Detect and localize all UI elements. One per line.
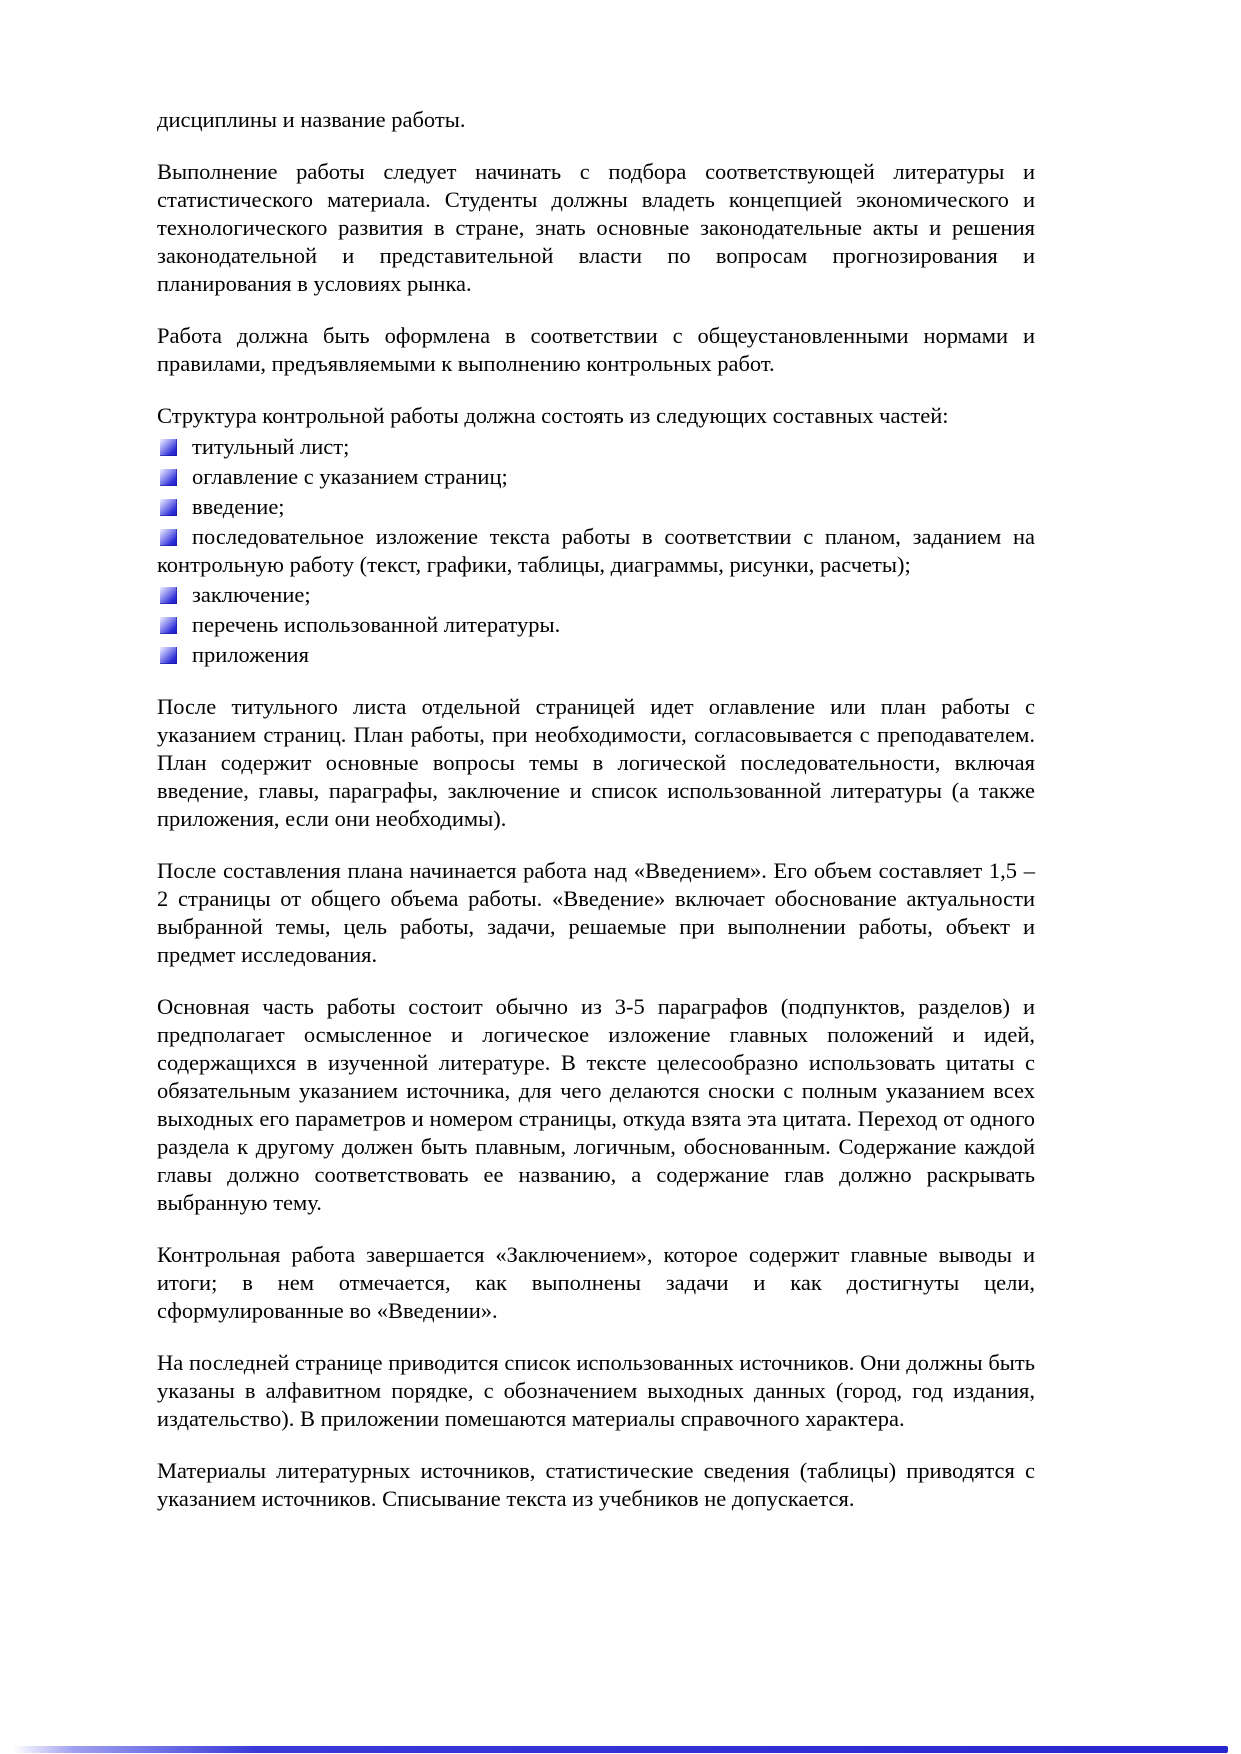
list-item-label: приложения — [192, 642, 309, 667]
paragraph: Основная часть работы состоит обычно из 3-5 параграфов (подпунктов, разделов) и предполагает осмысленное и логическое изложение главных положений и идей, содержащихся в изученной литературе. В тексте целесообразно использовать цитаты с обязательным указанием источника, для чего делаются сноски с полным указанием всех выходных его параметров и номером страницы, откуда взята эта цитата. Переход от одного раздела к другому должен быть плавным, логичным, обоснованным. Содержание каждой главы должно соответствовать ее названию, а содержание глав должно раскрывать выбранную тему. — [157, 994, 1035, 1215]
bullet-square-icon — [160, 529, 177, 546]
list-item — [157, 641, 1035, 669]
list-lead-paragraph: Структура контрольной работы должна состоять из следующих составных частей: — [157, 403, 949, 428]
list-item — [157, 523, 1035, 579]
paragraph: Выполнение работы следует начинать с подбора соответствующей литературы и статистического материала. Студенты должны владеть концепцией экономического и технологического развития в стране, знать основные законодательные акты и решения законодательной и представительной власти по вопросам прогнозирования и планирования в условиях рынка. — [157, 159, 1035, 296]
bullet-square-icon — [160, 439, 177, 456]
list-item — [157, 611, 1035, 639]
paragraph: На последней странице приводится список использованных источников. Они должны быть указаны в алфавитном порядке, с обозначением выходных данных (город, год издания, издательство). В приложении помешаются материалы справочного характера. — [157, 1350, 1035, 1431]
list-item — [157, 493, 1035, 521]
paragraph: Материалы литературных источников, статистические сведения (таблицы) приводятся с указанием источников. Списывание текста из учебников не допускается. — [157, 1458, 1035, 1511]
list-item-label: перечень использованной литературы. — [192, 612, 561, 637]
paragraph: После составления плана начинается работа над «Введением». Его объем составляет 1,5 – 2 страницы от общего объема работы. «Введение» включает обоснование актуальности выбранной темы, цель работы, задачи, решаемые при выполнении работы, объект и предмет исследования. — [157, 858, 1035, 967]
footer-divider-rule — [13, 1746, 1228, 1753]
list-item-label: введение; — [192, 494, 285, 519]
bullet-square-icon — [160, 469, 177, 486]
bullet-square-icon — [160, 647, 177, 664]
list-item — [157, 463, 1035, 491]
document-body — [157, 106, 1035, 1537]
list-item — [157, 433, 1035, 461]
bullet-square-icon — [160, 587, 177, 604]
list-item — [157, 581, 1035, 609]
list-item-label: оглавление с указанием страниц; — [192, 464, 508, 489]
list-item-label: заключение; — [192, 582, 311, 607]
bulleted-list — [157, 433, 1035, 669]
paragraph: Работа должна быть оформлена в соответствии с общеустановленными нормами и правилами, предъявляемыми к выполнению контрольных работ. — [157, 323, 1035, 376]
paragraph: Контрольная работа завершается «Заключением», которое содержит главные выводы и итоги; в нем отмечается, как выполнены задачи и как достигнуты цели, сформулированные во «Введении». — [157, 1242, 1035, 1323]
paragraph: После титульного листа отдельной страницей идет оглавление или план работы с указанием страниц. План работы, при необходимости, согласовывается с преподавателем. План содержит основные вопросы темы в логической последовательности, включая введение, главы, параграфы, заключение и список использованной литературы (а также приложения, если они необходимы). — [157, 694, 1035, 831]
bullet-square-icon — [160, 499, 177, 516]
list-item-label: титульный лист; — [192, 434, 350, 459]
bullet-square-icon — [160, 617, 177, 634]
paragraph: дисциплины и название работы. — [157, 107, 466, 132]
list-item-label: последовательное изложение текста работы в соответствии с планом, заданием на контрольную работу (текст, графики, таблицы, диаграммы, рисунки, расчеты); — [157, 524, 1035, 577]
